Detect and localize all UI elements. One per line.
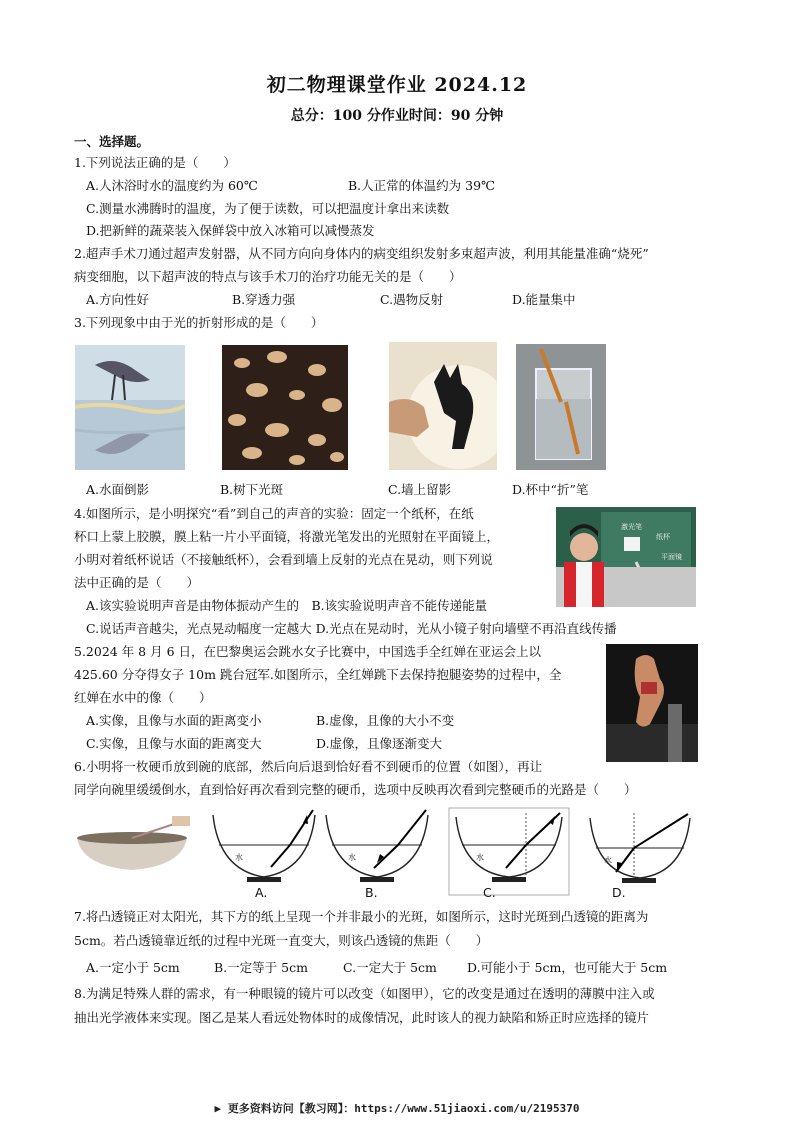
photo-bowl-coin [72,808,202,878]
question-5-option-d: D.虚像，且像逐渐变大 [316,736,443,751]
question-3-option-b: B.树下光斑 [220,482,284,497]
question-5-option-a: A.实像，且像与水面的距离变小 [86,713,262,728]
diagram-option-c [446,805,572,898]
question-6-option-b-label: B. [365,885,378,900]
question-4-options-ab: A.该实验说明声音是由物体振动产生的 B.该实验说明声音不能传递能量 [86,598,488,613]
question-5-stem-line2: 425.60 分夺得女子 10m 跳台冠军.如图所示，全红婵跳下去保持抱腿姿势的过程中，全 [74,667,562,682]
question-7-option-c: C.一定大于 5cm [343,960,437,975]
question-4-stem-line4: 法中正确的是（ ） [74,575,200,590]
photo-tree-light-spots [222,345,348,470]
question-5-option-b: B.虚像，且像的大小不变 [316,713,455,728]
question-8-stem-line2: 抽出光学液体来实现。图乙是某人看远处物体时的成像情况，此时该人的视力缺陷和矫正时应选择的镜片 [74,1010,650,1025]
question-4-options-cd: C.说话声音越尖，光点晃动幅度一定越大 D.光点在晃动时，光从小镜子射向墙壁不再沿直线传播 [86,621,617,636]
question-7-option-a: A.一定小于 5cm [86,960,180,975]
water-label: 水 [235,853,243,862]
question-2-option-c: C.遇物反射 [380,292,444,307]
question-6-stem-line2: 同学向碗里缓缓倒水，直到恰好再次看到完整的硬币，选项中反映再次看到完整硬币的光路是（ ） [74,782,637,797]
question-1-option-c: C.测量水沸腾时的温度，为了便于读数，可以把温度计拿出来读数 [86,201,450,216]
photo-sound-experiment [556,507,696,607]
water-label: 水 [604,856,612,865]
photo-pencil-in-glass [516,344,606,470]
question-7-stem-line1: 7.将凸透镜正对太阳光，其下方的纸上呈现一个并非最小的光斑，如图所示，这时光斑到凸透镜的距离为 [74,909,649,924]
photo-hand-shadow [389,342,497,470]
question-6-option-d-label: D. [612,885,626,900]
question-4-stem-line2: 杯口上蒙上胶膜，膜上粘一片小平面镜，将激光笔发出的光照射在平面镜上， [74,529,500,544]
question-8-stem-line1: 8.为满足特殊人群的需求，有一种眼镜的镜片可以改变（如图甲），它的改变是通过在透明的薄膜中注入或 [74,986,655,1001]
question-6-stem-line1: 6.小明将一枚硬币放到碗的底部，然后向后退到恰好看不到硬币的位置（如图），再让 [74,759,543,774]
question-5-stem-line1: 5.2024 年 8 月 6 日，在巴黎奥运会跳水女子比赛中，中国选手全红婵在亚运会上以 [74,644,542,659]
question-3-option-a: A.水面倒影 [86,482,150,497]
page-title: 初二物理课堂作业 2024.12 [266,74,528,96]
label-mirror: 平面镜 [661,553,682,561]
label-laser-pen: 激光笔 [621,523,642,531]
question-1-option-d: D.把新鲜的蔬菜装入保鲜袋中放入冰箱可以减慢蒸发 [86,223,375,238]
footer-link[interactable]: ▶ 更多资料访问【教习网】：https://www.51jiaoxi.com/u/2195370 [214,1102,580,1115]
water-label: 水 [476,853,484,862]
question-6-option-a-label: A. [255,885,268,900]
question-4-stem-line3: 小明对着纸杯说话（不接触纸杯），会看到墙上反射的光点在晃动，则下列说 [74,552,493,567]
diagram-option-d [582,808,698,898]
question-2-option-a: A.方向性好 [86,292,150,307]
question-2-stem-line1: 2.超声手术刀通过超声发射器，从不同方向向身体内的病变组织发射多束超声波，利用其能量准确“烧死” [74,246,649,261]
question-7-stem-line2: 5cm。若凸透镜靠近纸的过程中光斑一直变大，则该凸透镜的焦距（ ） [74,933,489,948]
question-2-option-d: D.能量集中 [512,292,576,307]
photo-heron-reflection [75,345,185,470]
question-1-option-a: A.人沐浴时水的温度约为 60℃ [86,178,258,193]
question-2-option-b: B.穿透力强 [232,292,296,307]
question-2-stem-line2: 病变细胞，以下超声波的特点与该手术刀的治疗功能无关的是（ ） [74,269,462,284]
section-heading: 一、选择题。 [74,134,150,149]
page-subtitle: 总分：100 分作业时间：90 分钟 [290,108,504,124]
question-3-option-c: C.墙上留影 [388,482,452,497]
question-7-option-b: B.一定等于 5cm [214,960,308,975]
question-4-stem-line1: 4.如图所示，是小明探究“看”到自己的声音的实验：固定一个纸杯，在纸 [74,506,474,521]
question-3-stem: 3.下列现象中由于光的折射形成的是（ ） [74,315,324,330]
question-1-option-b: B.人正常的体温约为 39℃ [348,178,496,193]
question-7-option-d: D.可能小于 5cm，也可能大于 5cm [467,960,668,975]
question-5-stem-line3: 红婵在水中的像（ ） [74,690,212,705]
water-label: 水 [348,853,356,862]
question-6-option-c-label: C. [483,885,496,900]
photo-diver [606,644,698,762]
label-paper-cup: 纸杯 [656,533,670,541]
question-1-stem: 1.下列说法正确的是（ ） [74,155,236,170]
question-5-option-c: C.实像，且像与水面的距离变大 [86,736,262,751]
question-3-option-d: D.杯中“折”笔 [512,482,589,497]
